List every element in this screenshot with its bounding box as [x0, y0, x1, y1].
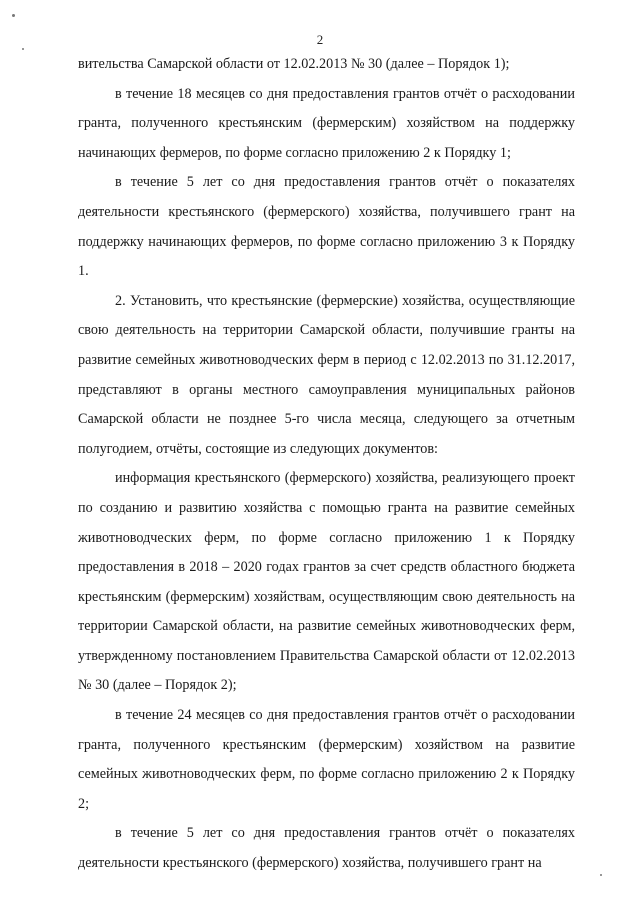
paragraph: в течение 5 лет со дня предоставления грантов отчёт о показателях деятельности крестьянского (фермерского) хозяйства, получившего грант на — [78, 825, 575, 872]
scan-speck — [600, 874, 602, 876]
paragraph: информация крестьянского (фермерского) хозяйства, реализующего проект по созданию и развитию хозяйства с помощью гранта на развитие семейных животноводческих ферм, по форме согласно приложению 1 к Порядку предоставления в 2018 – 2020 годах грантов за счет средств областного бюджета крестьянским (фермерским) хозяйствам, осуществляющим свою деятельность на территории Самарской области, на развитие семейных животноводческих ферм, утвержденному постановлением Правительства Самарской области от 12.02.2013 № 30 (далее – Порядок 2); — [78, 470, 575, 694]
paragraph: в течение 18 месяцев со дня предоставления грантов отчёт о расходовании гранта, полученного крестьянским (фермерским) хозяйством на поддержку начинающих фермеров, по форме согласно приложению 2 к Порядку 1; — [78, 85, 575, 161]
paragraph: в течение 24 месяцев со дня предоставления грантов отчёт о расходовании гранта, полученного крестьянским (фермерским) хозяйством на развитие семейных животноводческих ферм, по форме согласно приложению 2 к Порядку 2; — [78, 707, 575, 812]
document-body — [78, 50, 575, 879]
paragraph: 2. Установить, что крестьянские (фермерские) хозяйства, осуществляющие свою деятельность на территории Самарской области, получившие гранты на развитие семейных животноводческих ферм в период с 12.02.2013 по 31.12.2017, представляют в органы местного самоуправления муниципальных районов Самарской области не позднее 5-го числа месяца, следующего за отчетным полугодием, отчёты, состоящие из следующих документов: — [78, 292, 575, 457]
scan-speck — [22, 48, 24, 50]
paragraph: вительства Самарской области от 12.02.2013 № 30 (далее – Порядок 1); — [78, 56, 510, 72]
paragraph: в течение 5 лет со дня предоставления грантов отчёт о показателях деятельности крестьянского (фермерского) хозяйства, получившего грант на поддержку начинающих фермеров, по форме согласно приложению 3 к Порядку 1. — [78, 174, 575, 280]
scan-speck — [12, 14, 15, 17]
page-number: 2 — [316, 32, 324, 47]
